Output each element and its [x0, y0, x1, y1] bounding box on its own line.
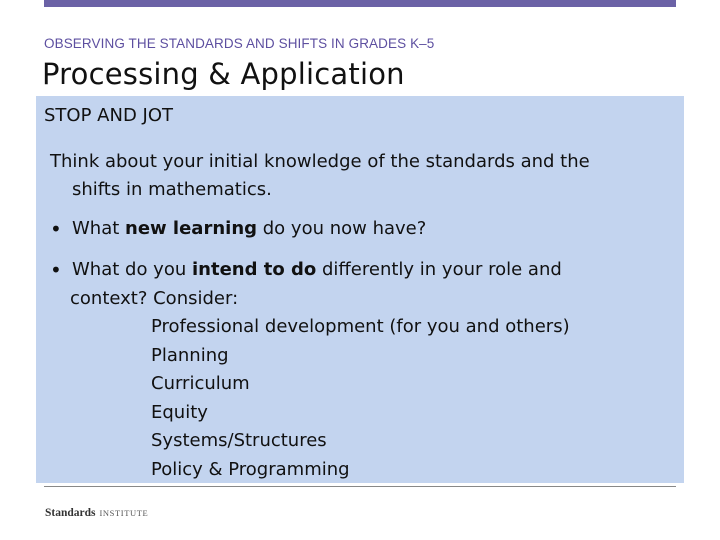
footer-divider	[44, 486, 676, 487]
consider-option: Professional development (for you and others)	[151, 316, 570, 337]
intro-line-1: Think about your initial knowledge of the standards and the	[50, 151, 590, 172]
intro-line-2: shifts in mathematics.	[72, 179, 272, 200]
bullet-dot-icon: •	[50, 217, 62, 241]
intro-paragraph	[50, 148, 650, 204]
consider-option: Equity	[151, 401, 208, 423]
consider-option: Policy & Programming	[151, 458, 350, 480]
bullet-text	[72, 256, 670, 285]
consider-option: Planning	[151, 344, 229, 366]
bullet-continuation: context? Consider:	[70, 287, 239, 309]
bullet-text-post: differently in your role and	[316, 259, 562, 280]
bullet-text-bold: new learning	[125, 218, 258, 239]
top-accent-bar	[44, 0, 676, 7]
stop-and-jot-panel	[36, 96, 684, 483]
bullet-text-post: do you now have?	[257, 218, 427, 239]
bullet-text-pre: What do you	[72, 259, 192, 280]
eyebrow-label: OBSERVING THE STANDARDS AND SHIFTS IN GRADES K–5	[44, 36, 435, 51]
panel-heading: STOP AND JOT	[44, 105, 173, 126]
consider-option: Systems/Structures	[151, 430, 327, 451]
consider-option: Curriculum	[151, 373, 250, 394]
standards-institute-logo	[45, 503, 148, 521]
bullet-text-bold: intend to do	[191, 259, 317, 280]
bullet-new-learning	[50, 215, 670, 244]
logo-word-light: INSTITUTE	[99, 508, 149, 518]
logo-word-strong: Standards	[45, 507, 96, 519]
page-title: Processing & Application	[42, 57, 405, 91]
bullet-text	[72, 218, 426, 239]
bullet-text-pre: What	[72, 218, 126, 239]
bullet-intend-to-do	[50, 256, 670, 484]
bullet-dot-icon: •	[50, 258, 62, 282]
